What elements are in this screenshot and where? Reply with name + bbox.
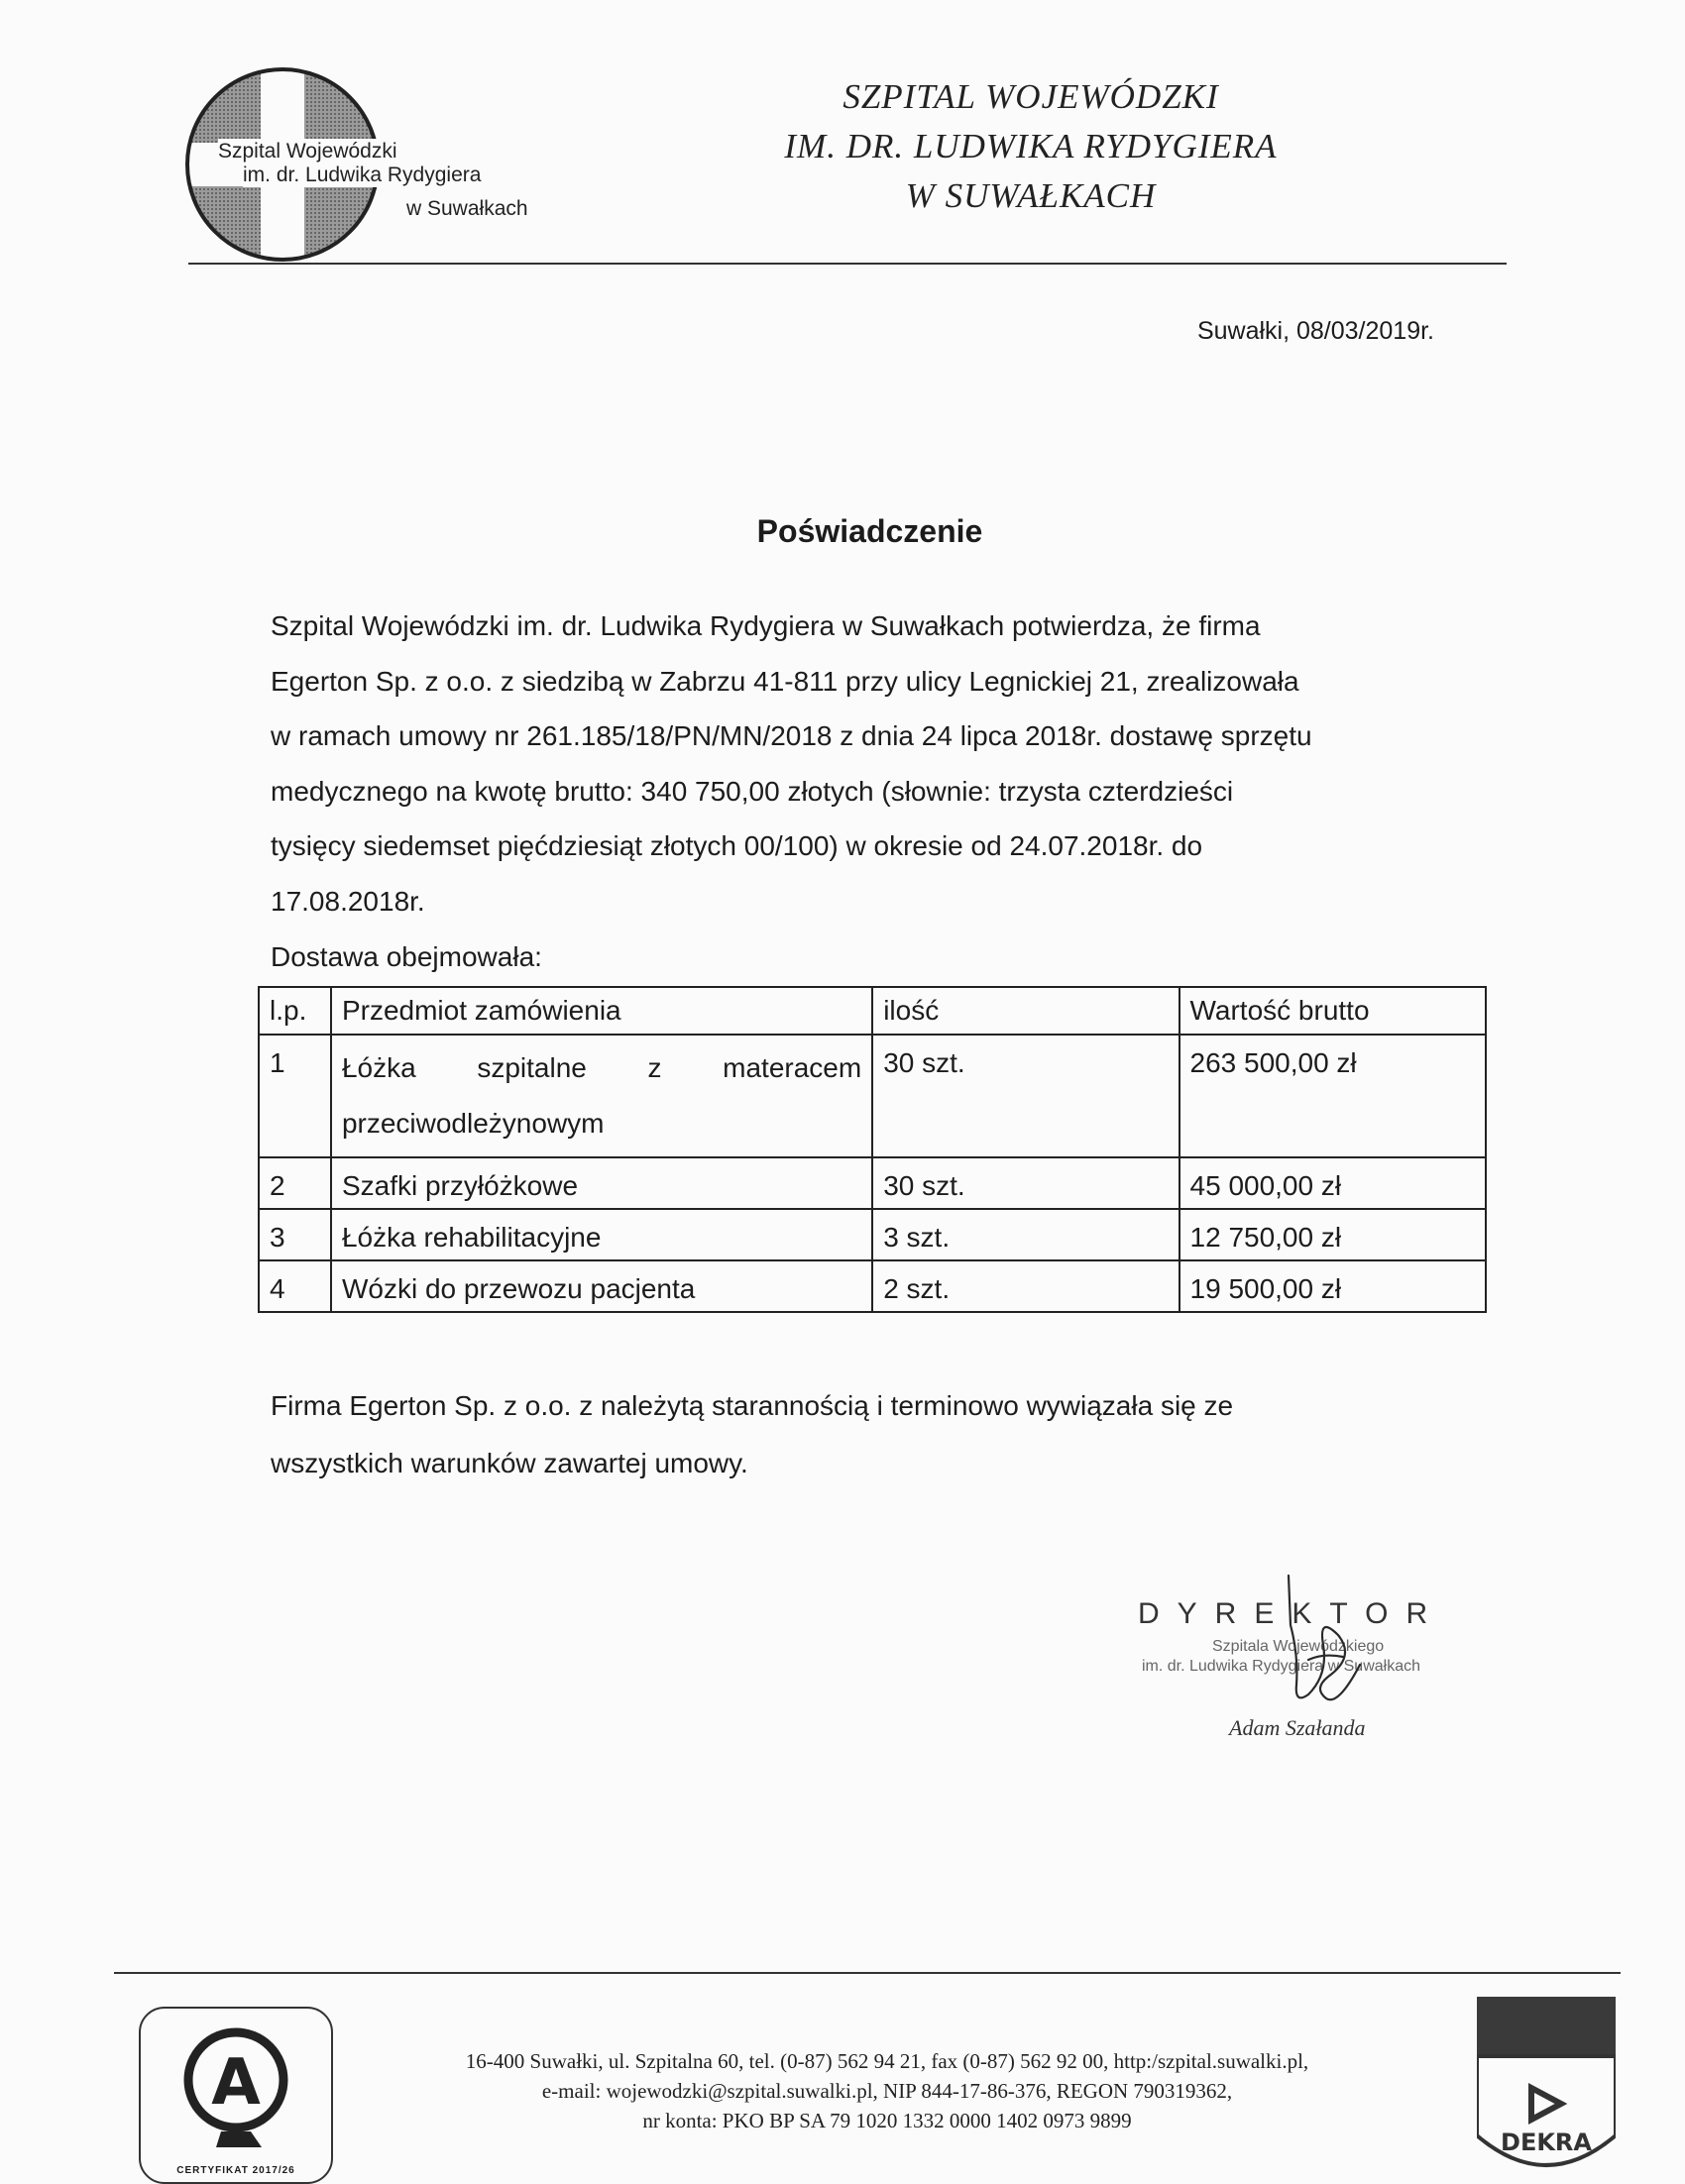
cell-qty: 30 szt. — [872, 1035, 1179, 1157]
delivery-label: Dostawa obejmowała: — [271, 941, 542, 972]
logo-text-line-2: im. dr. Ludwika Rydygiera — [243, 164, 482, 186]
cell-value: 19 500,00 zł — [1180, 1260, 1486, 1312]
dekra-label: DEKRA — [1501, 2129, 1592, 2156]
column-header-value: Wartość brutto — [1180, 987, 1486, 1035]
delivery-table — [258, 986, 1487, 1313]
cell-lp: 2 — [259, 1157, 331, 1209]
dekra-logo — [1477, 1997, 1616, 2180]
cell-lp: 3 — [259, 1209, 331, 1260]
cell-item: Wózki do przewozu pacjenta — [331, 1260, 872, 1312]
stamp-institution-line-2: im. dr. Ludwika Rydygiera w Suwałkach — [1142, 1658, 1421, 1675]
quality-certificate-logo — [139, 2007, 333, 2184]
handwritten-signature-icon — [1269, 1566, 1388, 1734]
body-line: tysięcy siedemset pięćdziesiąt złotych 00/100) w okresie od 24.07.2018r. do — [271, 830, 1203, 861]
certificate-caption: CERTYFIKAT 2017/26 — [176, 2165, 295, 2176]
closing-paragraph — [271, 1377, 1478, 1492]
signatory-name: Adam Szałanda — [1229, 1715, 1366, 1740]
table-row — [259, 1209, 1486, 1260]
closing-line: Firma Egerton Sp. z o.o. z należytą starannością i terminowo wywiązała się ze — [271, 1390, 1234, 1421]
footer-line: 16-400 Suwałki, ul. Szpitalna 60, tel. (0-87) 562 94 21, fax (0-87) 562 92 00, http:/szpital.suwalki.pl, — [465, 2049, 1309, 2073]
stamp-institution-line-1: Szpitala Wojewódzkiego — [1212, 1638, 1385, 1655]
closing-line: wszystkich warunków zawartej umowy. — [271, 1448, 748, 1478]
logo-text-line-1: Szpital Wojewódzki — [218, 140, 397, 163]
hospital-name-line-2: IM. DR. LUDWIKA RYDYGIERA — [784, 127, 1278, 165]
body-line: medycznego na kwotę brutto: 340 750,00 złotych (słownie: trzysta czterdzieści — [271, 775, 1234, 807]
body-line: 17.08.2018r. — [271, 885, 425, 917]
table-row — [259, 1157, 1486, 1209]
logo-text-line-3: w Suwałkach — [406, 197, 528, 220]
column-header-qty: ilość — [872, 987, 1179, 1035]
document-title: Poświadczenie — [756, 513, 983, 549]
cell-qty: 3 szt. — [872, 1209, 1179, 1260]
column-header-item: Przedmiot zamówienia — [331, 987, 872, 1035]
footer-divider — [114, 1972, 1621, 1974]
stamp-title: DYREKTOR — [1138, 1597, 1446, 1630]
hospital-name-line-1: SZPITAL WOJEWÓDZKI — [842, 77, 1219, 116]
hospital-logo — [183, 61, 560, 270]
body-line: Egerton Sp. z o.o. z siedzibą w Zabrzu 41-811 przy ulicy Legnickiej 21, zrealizowała — [271, 665, 1299, 697]
cell-value: 263 500,00 zł — [1180, 1035, 1486, 1157]
hospital-name-line-3: W SUWAŁKACH — [905, 176, 1157, 215]
cell-item: Szafki przyłóżkowe — [331, 1157, 872, 1209]
cell-item: Łóżka szpitalne z materacem przeciwodleżynowym — [331, 1035, 872, 1157]
footer-contact — [337, 2046, 1437, 2135]
body-line: Szpital Wojewódzki im. dr. Ludwika Rydygiera w Suwałkach potwierdza, że firma — [271, 610, 1261, 641]
body-line: w ramach umowy nr 261.185/18/PN/MN/2018 z dnia 24 lipca 2018r. dostawę sprzętu — [271, 720, 1312, 751]
cell-value: 45 000,00 zł — [1180, 1157, 1486, 1209]
column-header-lp: l.p. — [259, 987, 331, 1035]
document-date: Suwałki, 08/03/2019r. — [1196, 317, 1434, 345]
table-row — [259, 1260, 1486, 1312]
footer-line: nr konta: PKO BP SA 79 1020 1332 0000 1402 0973 9899 — [642, 2109, 1132, 2132]
cell-qty: 2 szt. — [872, 1260, 1179, 1312]
svg-text:A: A — [211, 2046, 261, 2120]
header-divider — [188, 263, 1507, 265]
table-header-row — [259, 987, 1486, 1035]
quality-q-icon — [176, 2022, 295, 2151]
footer-line: e-mail: wojewodzki@szpital.suwalki.pl, NIP 844-17-86-376, REGON 790319362, — [541, 2079, 1233, 2103]
cell-item: Łóżka rehabilitacyjne — [331, 1209, 872, 1260]
cell-lp: 4 — [259, 1260, 331, 1312]
body-paragraph — [271, 599, 1478, 928]
cell-qty: 30 szt. — [872, 1157, 1179, 1209]
cell-value: 12 750,00 zł — [1180, 1209, 1486, 1260]
table-row — [259, 1035, 1486, 1157]
cell-lp: 1 — [259, 1035, 331, 1157]
